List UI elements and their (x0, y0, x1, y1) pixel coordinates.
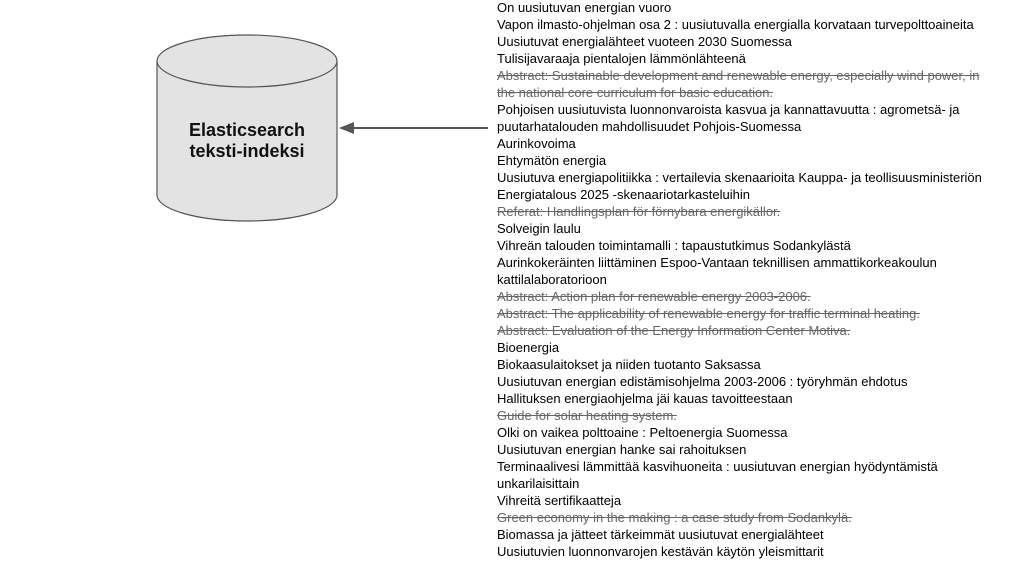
result-item: Solveigin laulu (497, 221, 581, 236)
result-item: Aurinkovoima (497, 136, 576, 151)
result-item: On uusiutuvan energian vuoro (497, 0, 672, 15)
search-results-list (497, 0, 995, 560)
index-label-line2: teksti-indeksi (189, 141, 305, 161)
result-item: Green economy in the making : a case study from Sodankylä. (497, 510, 852, 525)
result-item: Tulisijavaraaja pientalojen lämmönlähteenä (497, 51, 746, 66)
result-item: Hallituksen energiaohjelma jäi kauas tavoitteestaan (497, 391, 793, 406)
result-item: Aurinkokeräinten liittäminen Espoo-Vantaan teknillisen ammattikorkeakoulun kattilalaboratorioon (497, 255, 937, 287)
result-item: Uusiutuvat energialähteet vuoteen 2030 Suomessa (497, 34, 792, 49)
result-item: Abstract: Evaluation of the Energy Information Center Motiva. (497, 323, 851, 338)
result-item: Biokaasulaitokset ja niiden tuotanto Saksassa (497, 357, 761, 372)
result-item: Uusiutuvan energian edistämisohjelma 2003-2006 : työryhmän ehdotus (497, 374, 908, 389)
result-item: Guide for solar heating system. (497, 408, 677, 423)
result-item: Uusiutuva energiapolitiikka : vertailevia skenaarioita Kauppa- ja teollisuusministeriön Energiatalous 2025 -skenaariotarkasteluihin (497, 170, 982, 202)
result-item: Vapon ilmasto-ohjelman osa 2 : uusiutuvalla energialla korvataan turvepolttoaineita (497, 17, 974, 32)
result-item: Abstract: Action plan for renewable energy 2003-2006. (497, 289, 811, 304)
result-item: Abstract: Sustainable development and renewable energy, especially wind power, in the national core curriculum for basic education. (497, 68, 980, 100)
result-item: Ehtymätön energia (497, 153, 607, 168)
result-item: Abstract: The applicability of renewable energy for traffic terminal heating. (497, 306, 920, 321)
result-item: Uusiutuvien luonnonvarojen kestävän käytön yleismittarit (497, 544, 824, 559)
result-item: Biomassa ja jätteet tärkeimmät uusiutuvat energialähteet (497, 527, 824, 542)
result-item: Bioenergia (497, 340, 560, 355)
result-item: Uusiutuvan energian hanke sai rahoituksen (497, 442, 747, 457)
result-item: Vihreitä sertifikaatteja (497, 493, 622, 508)
result-item: Pohjoisen uusiutuvista luonnonvaroista kasvua ja kannattavuutta : agrometsä- ja puutarhatalouden mahdollisuudet Pohjois-Suomessa (497, 102, 960, 134)
elasticsearch-index-label (157, 120, 337, 162)
arrow-icon (339, 122, 488, 134)
result-item: Referat: Handlingsplan för förnybara energikällor. (497, 204, 781, 219)
result-item: Olki on vaikea polttoaine : Peltoenergia Suomessa (497, 425, 788, 440)
result-item: Terminaalivesi lämmittää kasvihuoneita : uusiutuvan energian hyödyntämistä unkarilaisittain (497, 459, 938, 491)
index-label-line1: Elasticsearch (188, 120, 306, 140)
result-item: Vihreän talouden toimintamalli : tapaustutkimus Sodankylästä (497, 238, 851, 253)
